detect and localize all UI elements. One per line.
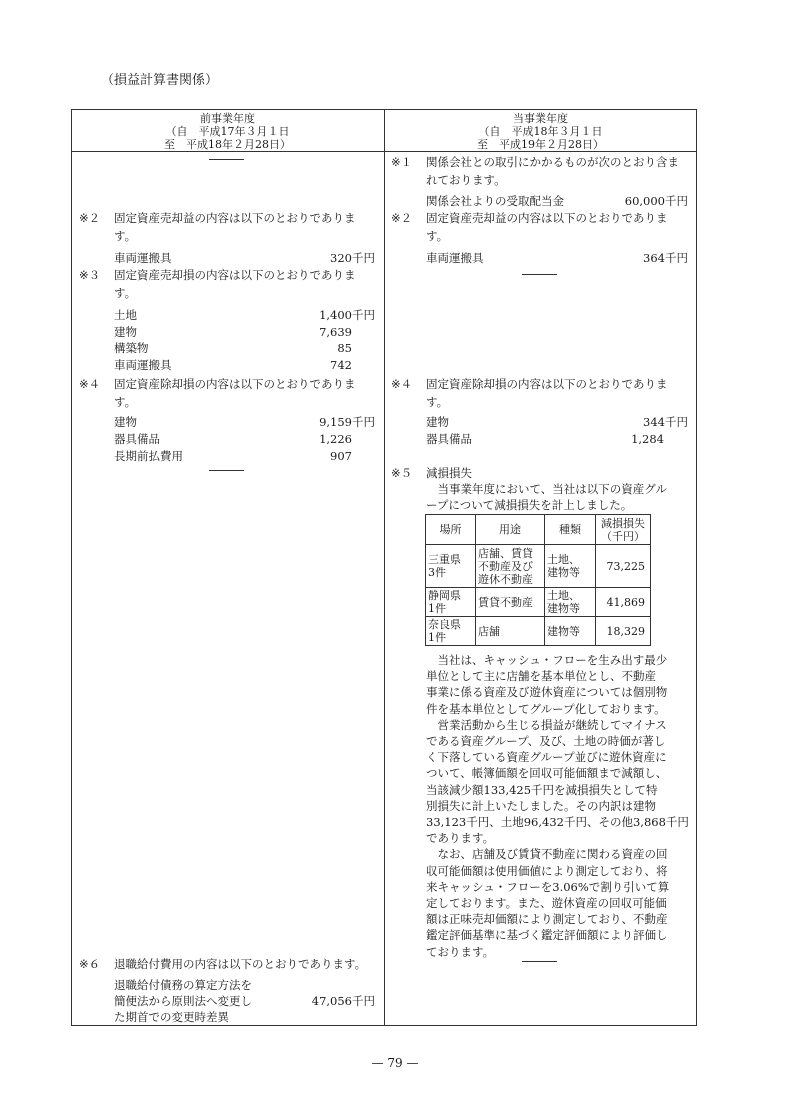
prev-note4-item-label: 長期前払費用 [114, 449, 183, 463]
prev-note4-item-value: 907 [330, 449, 352, 463]
use-line: 店舗、賃貸 [478, 546, 533, 560]
cell-kind [545, 588, 596, 617]
curr-note5-body-line: 当該減少額133,425千円を減損損失として特 [426, 782, 658, 797]
prev-note4-item-value: 9,159千円 [319, 415, 375, 429]
prev-note4-mark: ※４ [79, 377, 101, 391]
header-prev-to: 至 平成18年２月28日） [164, 138, 291, 151]
cell-loss: 18,329 [596, 617, 651, 646]
col-kind: 種類 [545, 515, 596, 545]
curr-note4-item-value: 344千円 [643, 415, 688, 429]
page-number: — 79 — [371, 1056, 419, 1070]
cell-kind [545, 545, 596, 588]
prev-note4-item-label: 器具備品 [114, 432, 160, 446]
table-row [426, 545, 651, 588]
table-row [426, 617, 651, 646]
curr-note5-body-line: 件を基本単位としてグループ化しております。 [426, 701, 666, 716]
curr-note4-text-cont: す。 [426, 395, 449, 409]
place-name: 奈良県 [428, 618, 461, 631]
curr-note2-text: 固定資産売却益の内容は以下のとおりでありま [426, 211, 668, 225]
prev-note6-text: 退職給付費用の内容は以下のとおりであります。 [114, 957, 367, 971]
curr-note4-item-label: 器具備品 [426, 432, 472, 446]
prev-note3-item-value: 85 [337, 341, 352, 355]
curr-note5-intro: ープについて減損損失を計上しました。 [426, 498, 633, 512]
curr-note2-item-value: 364千円 [643, 251, 688, 265]
prev-note3-item-label: 建物 [114, 325, 137, 339]
header-curr-period [384, 112, 697, 151]
prev-note3-item-label: 車両運搬具 [114, 358, 172, 372]
prev-note6-detail: 退職給付債務の算定方法を [114, 978, 252, 992]
prev-note3-mark: ※３ [79, 268, 101, 282]
prev-note4-item-label: 建物 [114, 415, 137, 429]
curr-note2-item-label: 車両運搬具 [426, 251, 484, 265]
place-count: 1件 [428, 602, 446, 615]
curr-note2-mark: ※２ [391, 211, 413, 225]
prev-note2-text: 固定資産売却益の内容は以下のとおりでありま [114, 211, 356, 225]
curr-note5-body-line: 単位として主に店舗を基本単位とし、不動産 [426, 669, 656, 684]
kind-line: 建物等 [547, 566, 580, 579]
curr-note5-body-line: 事業に係る資産及び遊休資産については個別物 [426, 685, 668, 700]
curr-note1-item-label: 関係会社よりの受取配当金 [426, 194, 564, 208]
prev-note6-mark: ※６ [79, 957, 101, 971]
prev-note6-detail: 簡便法から原則法へ変更し [114, 994, 252, 1008]
curr-note5-body-line: 収可能価額は使用価値により測定しており、将 [426, 863, 668, 878]
prev-note6-detail: た期首での変更時差異 [114, 1010, 229, 1024]
section-dash [522, 961, 557, 962]
header-prev-period [71, 112, 384, 151]
curr-note5-body-line: 営業活動から生じる損益が継続してマイナス [426, 717, 667, 732]
place-count: 1件 [428, 631, 446, 644]
col-loss-unit: （千円） [601, 529, 645, 543]
curr-note5-body-line: 当社は、キャッシュ・フローを生み出す最少 [426, 653, 668, 667]
curr-note5-body-line: ついて、帳簿価額を回収可能価額まで減額し、 [426, 766, 668, 781]
prev-note3-item-label: 構築物 [114, 341, 149, 355]
prev-note4-text-cont: す。 [114, 395, 137, 409]
section-dash [522, 274, 557, 275]
kind-line: 建物等 [547, 624, 580, 638]
prev-note3-item-value: 7,639 [319, 325, 352, 339]
cell-loss: 41,869 [596, 588, 651, 617]
curr-note1-text: 関係会社との取引にかかるものが次のとおり含ま [426, 155, 679, 169]
prev-note2-text-cont: す。 [114, 229, 137, 243]
curr-note5-body-line: 鑑定評価基準に基づく鑑定評価額により評価し [426, 928, 668, 943]
table-row [426, 588, 651, 617]
cell-kind [545, 617, 596, 646]
cell-use [476, 545, 545, 588]
prev-note3-text: 固定資産売却損の内容は以下のとおりでありま [114, 268, 356, 282]
header-curr-from: （自 平成18年３月１日 [478, 125, 603, 138]
curr-note1-item-value: 60,000千円 [624, 194, 688, 208]
col-use: 用途 [476, 515, 545, 545]
prev-note3-item-value: 1,400千円 [319, 308, 375, 322]
curr-note5-body-line: 定しております。また、遊休資産の回収可能価 [426, 896, 667, 910]
prev-note6-value: 47,056千円 [311, 994, 375, 1008]
curr-note1-text-cont: れております。 [426, 173, 506, 187]
prev-note4-item-value: 1,226 [319, 432, 352, 446]
header-prev-from: （自 平成17年３月１日 [165, 125, 290, 138]
kind-line: 建物等 [547, 602, 580, 615]
place-name: 静岡県 [428, 589, 461, 602]
curr-note5-body-line: ております。 [426, 944, 495, 959]
use-line: 賃貸不動産 [478, 595, 533, 609]
col-loss [596, 515, 651, 545]
cell-use [476, 617, 545, 646]
col-loss-title: 減損損失 [601, 516, 645, 530]
curr-note5-body-line: 33,123千円、土地96,432千円、その他3,868千円 [426, 815, 689, 829]
curr-note5-title: 減損損失 [426, 466, 472, 480]
header-prev-title: 前事業年度 [200, 112, 255, 125]
header-curr-to: 至 平成19年２月28日） [477, 138, 604, 151]
col-place: 場所 [426, 515, 476, 545]
curr-note5-body-line: 別損失に計上いたしました。その内訳は建物 [426, 798, 656, 813]
curr-note5-body-line: である資産グループ、及び、土地の時価が著し [426, 734, 666, 748]
use-line: 不動産及び [478, 559, 533, 573]
header-curr-title: 当事業年度 [513, 112, 568, 125]
curr-note4-text: 固定資産除却損の内容は以下のとおりでありま [426, 377, 668, 391]
curr-note5-intro: 当事業年度において、当社は以下の資産グル [426, 482, 667, 496]
cell-loss: 73,225 [596, 545, 651, 588]
curr-note5-body-line: 来キャッシュ・フローを3.06%で割り引いて算 [426, 879, 670, 894]
section-dash [209, 470, 244, 471]
cell-use [476, 588, 545, 617]
use-line: 店舗 [478, 624, 500, 638]
curr-note5-body-line: く下落している資産グループ並びに遊休資産に [426, 750, 667, 765]
prev-note2-item-value: 320千円 [330, 251, 375, 265]
prev-note2-mark: ※２ [79, 211, 101, 225]
curr-note5-body-line: なお、店舗及び賃貸不動産に関わる資産の回 [426, 847, 668, 862]
prev-note4-text: 固定資産除却損の内容は以下のとおりでありま [114, 377, 356, 391]
prev-note3-text-cont: す。 [114, 286, 137, 300]
curr-note4-item-value: 1,284 [631, 432, 664, 446]
curr-note4-mark: ※４ [391, 377, 413, 391]
curr-note1-mark: ※１ [391, 155, 413, 169]
prev-note3-item-value: 742 [330, 358, 352, 372]
use-line: 遊休不動産 [478, 572, 533, 586]
curr-note5-mark: ※５ [391, 466, 413, 480]
column-divider [384, 109, 385, 1026]
prev-note2-item-label: 車両運搬具 [114, 251, 172, 265]
kind-line: 土地、 [547, 553, 580, 566]
impairment-table-header [426, 515, 651, 545]
impairment-table [425, 514, 651, 646]
curr-note5-body-line: であります。 [426, 831, 495, 846]
section-title: （損益計算書関係） [101, 73, 219, 88]
curr-note5-body-line: 額は正味売却価額により測定しており、不動産 [426, 912, 668, 927]
cell-place [426, 617, 476, 646]
cell-place [426, 588, 476, 617]
empty-dash [209, 159, 244, 160]
place-name: 三重県 [428, 553, 461, 566]
prev-note3-item-label: 土地 [114, 308, 137, 322]
kind-line: 土地、 [547, 589, 580, 602]
curr-note4-item-label: 建物 [426, 415, 449, 429]
place-count: 3件 [428, 566, 446, 579]
curr-note2-text-cont: す。 [426, 229, 449, 243]
cell-place [426, 545, 476, 588]
